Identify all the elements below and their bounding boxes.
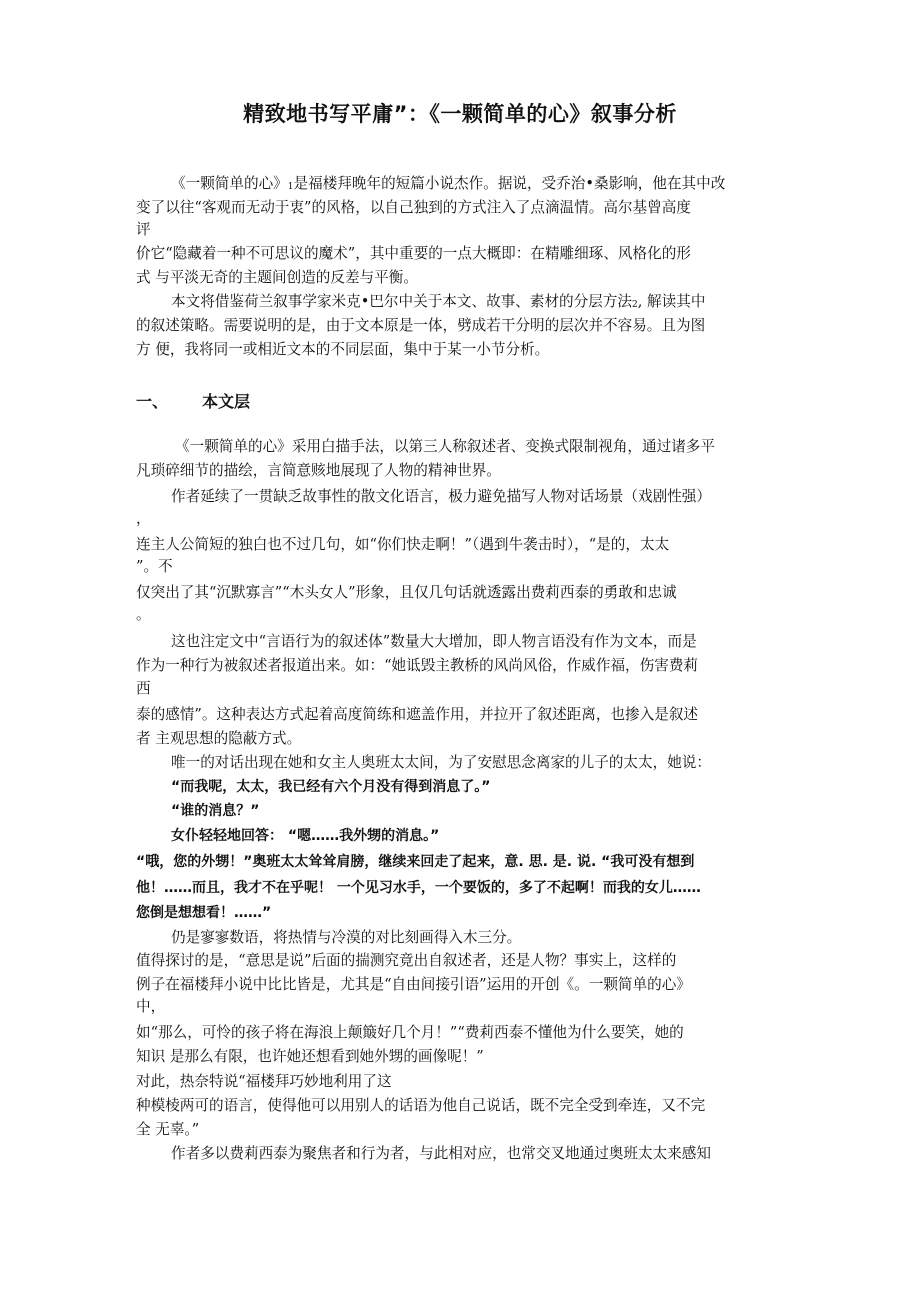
body-line-14: 唯一的对话出现在她和女主人奥班太太间，为了安慰思念离家的儿子的太太，她说： [171, 754, 711, 771]
body-line-19: 如“那么，可怜的孩子将在海浪上颠簸好几个月！”“费莉西泰不懂他为什么要笑，她的 [136, 1024, 684, 1041]
intro-line-6: 本文将借鉴荷兰叙事学家米克•巴尔中关于本文、故事、素材的分层方法2, 解读其中 [171, 293, 706, 310]
intro-line-5: 式 与平淡无奇的主题间创造的反差与平衡。 [136, 269, 418, 286]
body-line-6: ”。不 [136, 558, 173, 575]
section-number: 一、 [136, 392, 169, 411]
body-line-7: 仅突出了其“沉默寡言”“木头女人”形象，且仅几句话就透露出费莉西泰的勇敢和忠诚 [136, 584, 677, 601]
body-line-5: 连主人公简短的独白也不过几句，如“你们快走啊！”（遇到牛袭击时），“是的，太太 [136, 536, 670, 553]
body-line-18: 中， [136, 998, 166, 1015]
intro-line-2: 变了以往“客观而无动于衷”的风格，以自己独到的方式注入了点滴温情。高尔基曾高度 [136, 199, 691, 216]
body-line-13: 者 主观思想的隐蔽方式。 [136, 730, 302, 747]
body-line-24: 作者多以费莉西泰为聚焦者和行为者，与此相对应，也常交叉地通过奥班太太来感知 [171, 1145, 711, 1162]
footnote-marker-2[interactable]: 2 [632, 300, 638, 310]
body-line-23: 全 无辜。” [136, 1121, 200, 1138]
body-line-22: 种模棱两可的语言，使得他可以用别人的话语为他自己说话，既不完全受到牵连，又不完 [136, 1097, 706, 1114]
section-heading [136, 389, 250, 412]
dialogue-line-6: 您倒是想想看！……” [136, 905, 272, 921]
dialogue-line-3: 女仆轻轻地回答： “嗯……我外甥的消息。” [171, 828, 440, 844]
intro-line-7: 的叙述策略。需要说明的是，由于文本原是一体，劈成若干分明的层次并不容易。且为图 [136, 317, 706, 334]
intro-line-1: 《一颗简单的心》1是福楼拜晚年的短篇小说杰作。据说，受乔治•桑影响，他在其中改 [171, 175, 726, 192]
body-line-20: 知识 是那么有限，也许她还想看到她外甥的画像呢！” [136, 1048, 484, 1065]
body-line-10: 作为一种行为被叙述者报道出来。如：“她诋毁主教桥的风尚风俗，作威作福，伤害费莉 [136, 657, 699, 674]
intro-line-8: 方 便，我将同一或相近文本的不同层面，集中于某一小节分析。 [136, 341, 550, 358]
body-line-9: 这也注定文中“言语行为的叙述体”数量大大增加，即人物言语没有作为文本，而是 [171, 633, 697, 650]
intro-line-3: 评 [136, 221, 151, 238]
body-line-1: 《一颗简单的心》采用白描手法，以第三人称叙述者、变换式限制视角，通过诸多平 [175, 438, 715, 455]
body-line-3: 作者延续了一贯缺乏故事性的散文化语言，极力避免描写人物对话场景（戏剧性强） [171, 488, 711, 505]
dialogue-line-1: “而我呢，太太，我已经有六个月没有得到消息了。” [171, 779, 491, 795]
document-title: 精致地书写平庸”：《一颗简单的心》叙事分析 [243, 102, 677, 126]
body-line-21: 对此，热奈特说“福楼拜巧妙地利用了这 [136, 1073, 392, 1090]
body-line-11: 西 [136, 680, 151, 697]
body-line-15: 仍是寥寥数语，将热情与冷漠的对比刻画得入木三分。 [171, 929, 522, 946]
dialogue-line-4: “哦，您的外甥！”奥班太太耸耸肩膀，继续来回走了起来，意. 思. 是. 说. “我可没有想到 [136, 854, 695, 870]
body-line-8: 。 [136, 606, 151, 623]
intro-line-4: 价它“隐藏着一种不可思议的魔术”，其中重要的一点大概即：在精雕细琢、风格化的形 [136, 245, 691, 262]
dialogue-line-5: 他！……而且，我才不在乎呢！ 一个见习水手，一个要饭的，多了不起啊！而我的女儿…… [136, 880, 701, 896]
body-line-12: 泰的感情”。这种表达方式起着高度简练和遮盖作用，并拉开了叙述距离，也掺入是叙述 [136, 706, 699, 723]
body-line-4: ， [136, 510, 151, 527]
body-line-2: 凡琐碎细节的描绘，言简意赅地展现了人物的精神世界。 [136, 462, 501, 479]
dialogue-line-2: “谁的消息？” [171, 803, 260, 819]
body-line-16: 值得探讨的是，“意思是说”后面的揣测究竟出自叙述者，还是人物？事实上，这样的 [136, 952, 677, 969]
footnote-marker-1[interactable]: 1 [287, 182, 294, 192]
body-line-17: 例子在福楼拜小说中比比皆是，尤其是“自由间接引语”运用的开创《。一颗简单的心》 [136, 976, 691, 993]
section-title: 本文层 [202, 392, 251, 411]
